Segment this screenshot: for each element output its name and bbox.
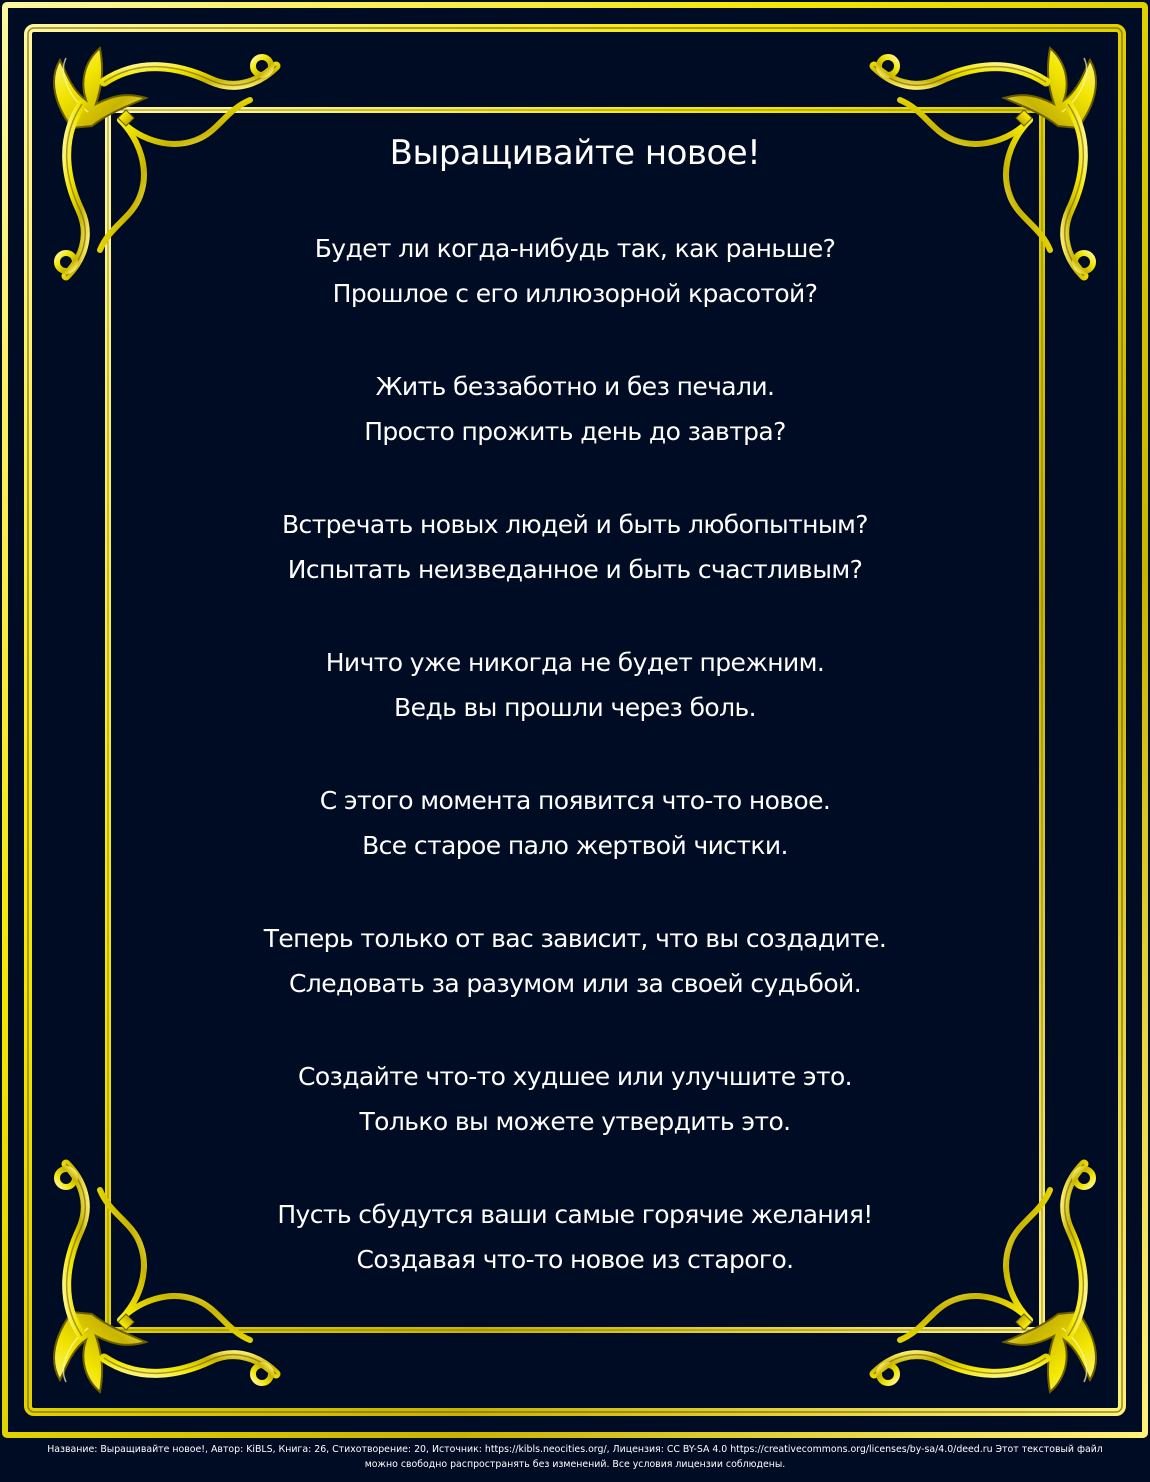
poem-title: Выращивайте новое! (389, 133, 761, 173)
poem-line: Просто прожить день до завтра? (364, 417, 786, 446)
poem-line: Встречать новых людей и быть любопытным? (282, 510, 868, 539)
poem-line: Ведь вы прошли через боль. (394, 693, 756, 722)
stanza (160, 640, 990, 730)
stanza (160, 364, 990, 454)
poem-line: Испытать неизведанное и быть счастливым? (287, 555, 863, 584)
poem-line: Будет ли когда-нибудь так, как раньше? (314, 234, 836, 263)
poem-line: Создайте что-то худшее или улучшите это. (297, 1062, 852, 1091)
poem-line: Все старое пало жертвой чистки. (362, 831, 788, 860)
poem-line: Следовать за разумом или за своей судьбой. (288, 969, 862, 998)
stanza (160, 1192, 990, 1282)
poem-line: Ничто уже никогда не будет прежним. (325, 648, 825, 677)
poem-line: С этого момента появится что-то новое. (319, 786, 831, 815)
stanza (160, 916, 990, 1006)
poem-line: Только вы можете утвердить это. (359, 1107, 791, 1136)
stanza (160, 502, 990, 592)
poem-stanzas (160, 226, 990, 1282)
poem-line: Создавая что-то новое из старого. (356, 1245, 794, 1274)
stanza (160, 778, 990, 868)
footer-line-1: Название: Выращивайте новое!, Автор: KiBLS, Книга: 26, Стихотворение: 20, Источник: https://kibls.neocities.org/, Лицензия: CC BY-SA 4.0 https://creativecommons.org/licenses/by-sa/4.0/deed.ru Этот текстовый файл (47, 1444, 1103, 1455)
stanza (160, 226, 990, 316)
poem-line: Пусть сбудутся ваши самые горячие желания! (277, 1200, 873, 1229)
poem-line: Теперь только от вас зависит, что вы создадите. (263, 924, 887, 953)
license-footer (0, 1442, 1150, 1482)
poem (160, 124, 990, 1304)
poem-line: Прошлое с его иллюзорной красотой? (332, 279, 818, 308)
footer-line-2: можно свободно распространять без изменений. Все условия лицензии соблюдены. (364, 1459, 786, 1470)
stanza (160, 1054, 990, 1144)
poem-line: Жить беззаботно и без печали. (375, 372, 775, 401)
